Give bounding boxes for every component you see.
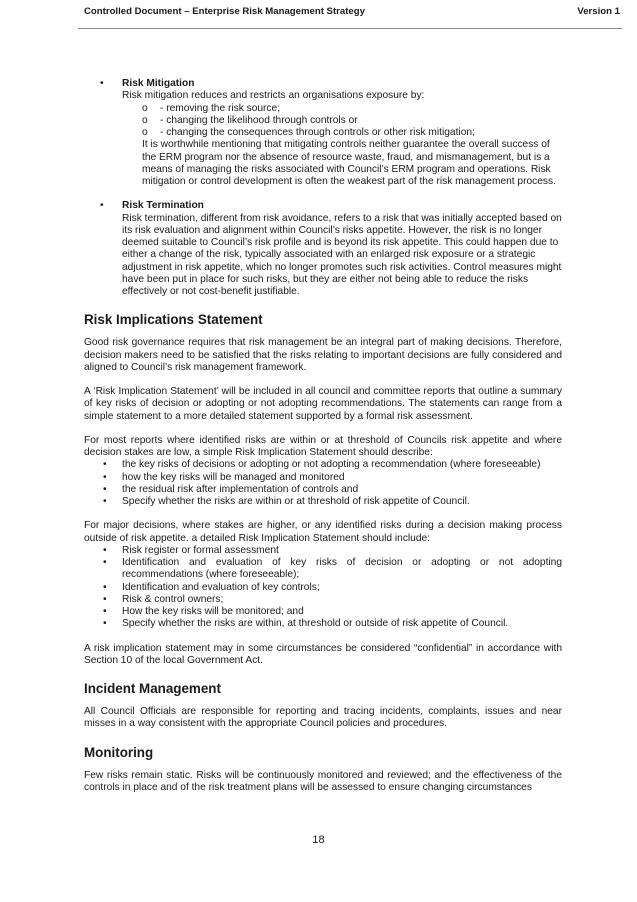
risk-termination-title: Risk Termination xyxy=(122,200,204,212)
simple-statement-list xyxy=(84,459,562,508)
page-content xyxy=(84,78,562,794)
risk-termination-bullet xyxy=(84,200,562,298)
implications-paragraph: Good risk governance requires that risk management be an integral part of making decisions. Therefore, decision makers need to be satisfied that the risks relating to important decisions are fully considered and aligned to Council’s risk management framework. xyxy=(84,337,562,373)
bullet-dot: • xyxy=(100,78,104,89)
detailed-statement-list xyxy=(84,545,562,631)
sub-list-item xyxy=(122,127,562,139)
risk-mitigation-intro: Risk mitigation reduces and restricts an organisations exposure by: xyxy=(122,90,425,102)
list-item: • how the key risks will be managed and monitored xyxy=(84,472,562,484)
list-item: • the residual risk after implementation of controls and xyxy=(84,484,562,496)
implications-paragraph: For major decisions, where stakes are higher, or any identified risks during a decision making process outside of risk appetite. a detailed Risk Implication Statement should include: xyxy=(84,520,562,544)
list-item: • the key risks of decisions or adopting or not adopting a recommendation (where foreseeable) xyxy=(84,459,562,471)
sub-list-item xyxy=(122,103,562,115)
risk-implications-heading: Risk Implications Statement xyxy=(84,312,263,328)
list-item: • Specify whether the risks are within, at threshold or outside of risk appetite of Council. xyxy=(84,618,562,630)
incident-management-heading: Incident Management xyxy=(84,681,221,696)
risk-mitigation-bullet xyxy=(84,78,562,103)
list-item: • Specify whether the risks are within or at threshold of risk appetite of Council. xyxy=(84,496,562,508)
sub-list-text: - removing the risk source; xyxy=(160,102,281,114)
header-divider xyxy=(78,28,622,29)
hollow-bullet: o xyxy=(142,114,148,126)
page-header xyxy=(84,6,620,20)
bullet-dot: • xyxy=(100,200,104,212)
sub-list-text: - changing the consequences through controls or other risk mitigation; xyxy=(160,127,475,138)
list-item: • Identification and evaluation of key controls; xyxy=(84,582,562,594)
implications-paragraph: A risk implication statement may in some circumstances be considered “confidential” in accordance with Section 10 of the local Government Act. xyxy=(84,642,562,666)
sub-list-item xyxy=(122,115,562,127)
hollow-bullet: o xyxy=(142,102,148,114)
hollow-bullet: o xyxy=(142,127,148,138)
incident-paragraph: All Council Officials are responsible for reporting and tracing incidents, complaints, issues and near misses in a way consistent with the appropriate Council policies and procedures. xyxy=(84,706,562,730)
list-item: • How the key risks will be monitored; and xyxy=(84,606,562,618)
document-title: Controlled Document – Enterprise Risk Management Strategy xyxy=(84,6,365,17)
list-item: • Risk register or formal assessment xyxy=(84,545,562,557)
risk-mitigation-title: Risk Mitigation xyxy=(122,78,195,89)
implications-paragraph: For most reports where identified risks are within or at threshold of Councils risk appetite and where decision stakes are low, a simple Risk Implication Statement should describe: xyxy=(84,434,562,458)
monitoring-heading: Monitoring xyxy=(84,744,154,760)
list-item: • Risk & control owners; xyxy=(84,594,562,606)
sub-list-text: - changing the likelihood through controls or xyxy=(160,114,358,126)
page-number: 18 xyxy=(312,834,325,846)
risk-mitigation-body: It is worthwhile mentioning that mitigating controls neither guarantee the overall success of the ERM program nor the absence of resource waste, fraud, and mismanagement, but is a means of managing the risks associated with Council’s ERM program and operations. Risk mitigation or control development is often the weakest part of the risk management process. xyxy=(142,139,556,187)
list-item: • Identification and evaluation of key risks of decision or adopting or not adopting recommendations (where foreseeable); xyxy=(84,557,562,582)
monitoring-paragraph: Few risks remain static. Risks will be continuously monitored and reviewed; and the effectiveness of the controls in place and of the risk treatment plans will be assessed to ensure changing circumstances xyxy=(84,769,562,793)
risk-termination-body: Risk termination, different from risk avoidance, refers to a risk that was initially accepted based on its risk evaluation and alignment within Council’s risks appetite. However, the risk is no longer deemed suitable to Council’s risk profile and is beyond its risk appetite. This could happen due to either a change of the risk, typically associated with an enlarged risk exposure or a strategic adjustment in risk appetite, which no longer promotes such risk activities. Control measures might have been put in place for such risks, but they are either not being able to reduce the risks effectively or not cost-benefit justifiable. xyxy=(122,212,562,297)
document-version: Version 1 xyxy=(577,6,620,17)
implications-paragraph: A ‘Risk Implication Statement’ will be included in all council and committee reports that outline a summary of key risks of decision or adopting or not adopting recommendations. The statements can range from a simple statement to a more detailed statement supported by a formal risk assessment. xyxy=(84,386,562,422)
